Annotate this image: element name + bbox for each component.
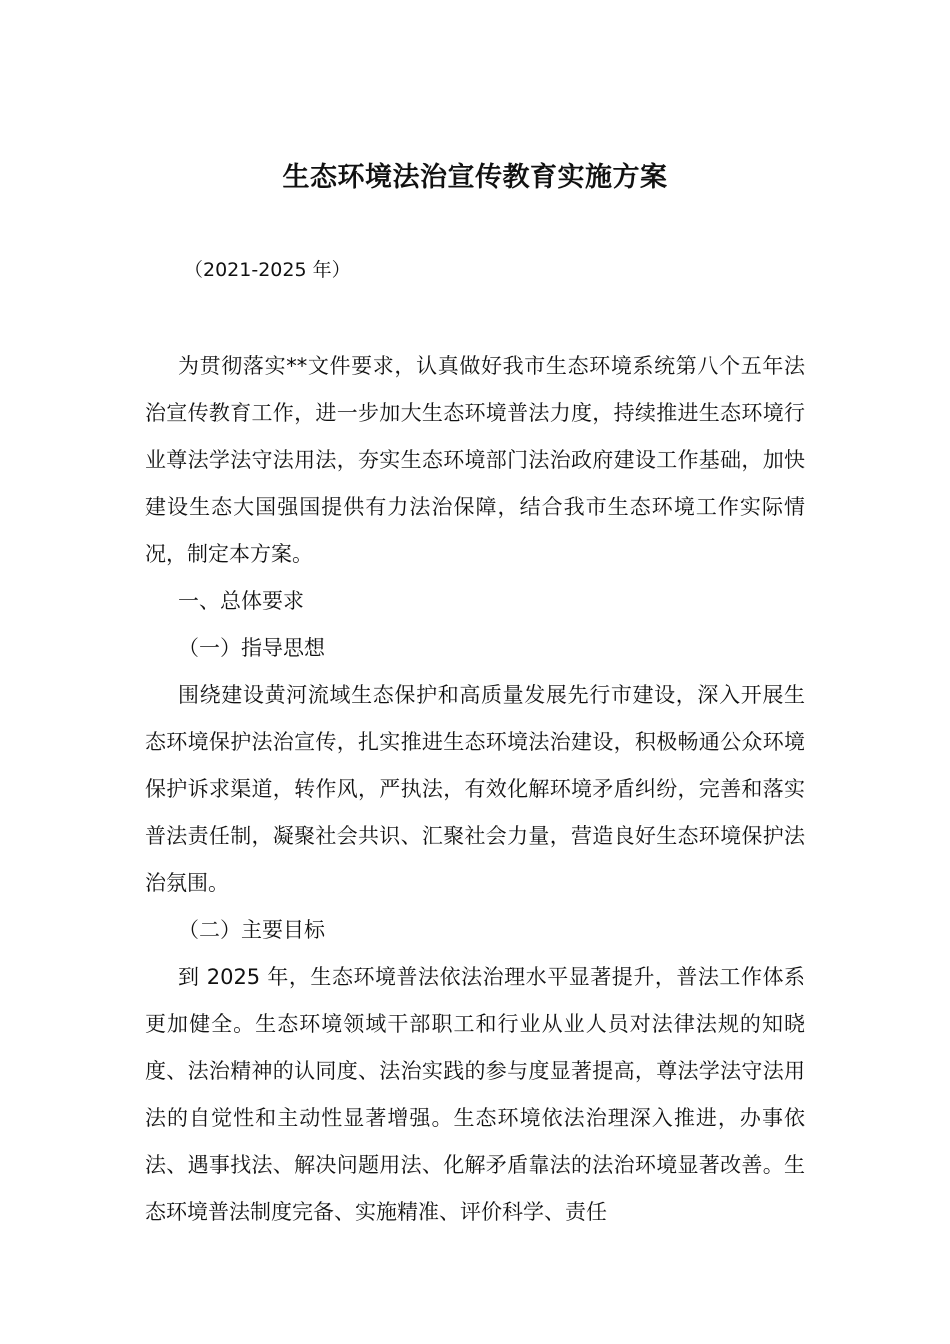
body-paragraph: 到 2025 年，生态环境普法依法治理水平显著提升，普法工作体系更加健全。生态环境领域干部职工和行业从业人员对法律法规的知晓度、法治精神的认同度、法治实践的参与度显著提高，尊法学法守法用法的自觉性和主动性显著增强。生态环境依法治理深入推进，办事依法、遇事找法、解决问题用法、化解矛盾靠法的法治环境显著改善。生态环境普法制度完备、实施精准、评价科学、责任 bbox=[145, 965, 805, 1224]
document-body bbox=[145, 343, 805, 1236]
document-subtitle: （2021-2025 年） bbox=[184, 259, 351, 281]
intro-paragraph: 为贯彻落实**文件要求，认真做好我市生态环境系统第八个五年法治宣传教育工作，进一步加大生态环境普法力度，持续推进生态环境行业尊法学法守法用法，夯实生态环境部门法治政府建设工作基础，加快建设生态大国强国提供有力法治保障，结合我市生态环境工作实际情况，制定本方案。 bbox=[145, 354, 805, 566]
subsection-heading: （一）指导思想 bbox=[178, 636, 325, 660]
subsection-heading: （二）主要目标 bbox=[178, 918, 325, 942]
section-heading: 一、总体要求 bbox=[178, 589, 304, 613]
document-title: 生态环境法治宣传教育实施方案 bbox=[282, 162, 668, 193]
body-paragraph: 围绕建设黄河流域生态保护和高质量发展先行市建设，深入开展生态环境保护法治宣传，扎实推进生态环境法治建设，积极畅通公众环境保护诉求渠道，转作风，严执法，有效化解环境矛盾纠纷，完善和落实普法责任制，凝聚社会共识、汇聚社会力量，营造良好生态环境保护法治氛围。 bbox=[145, 683, 805, 895]
